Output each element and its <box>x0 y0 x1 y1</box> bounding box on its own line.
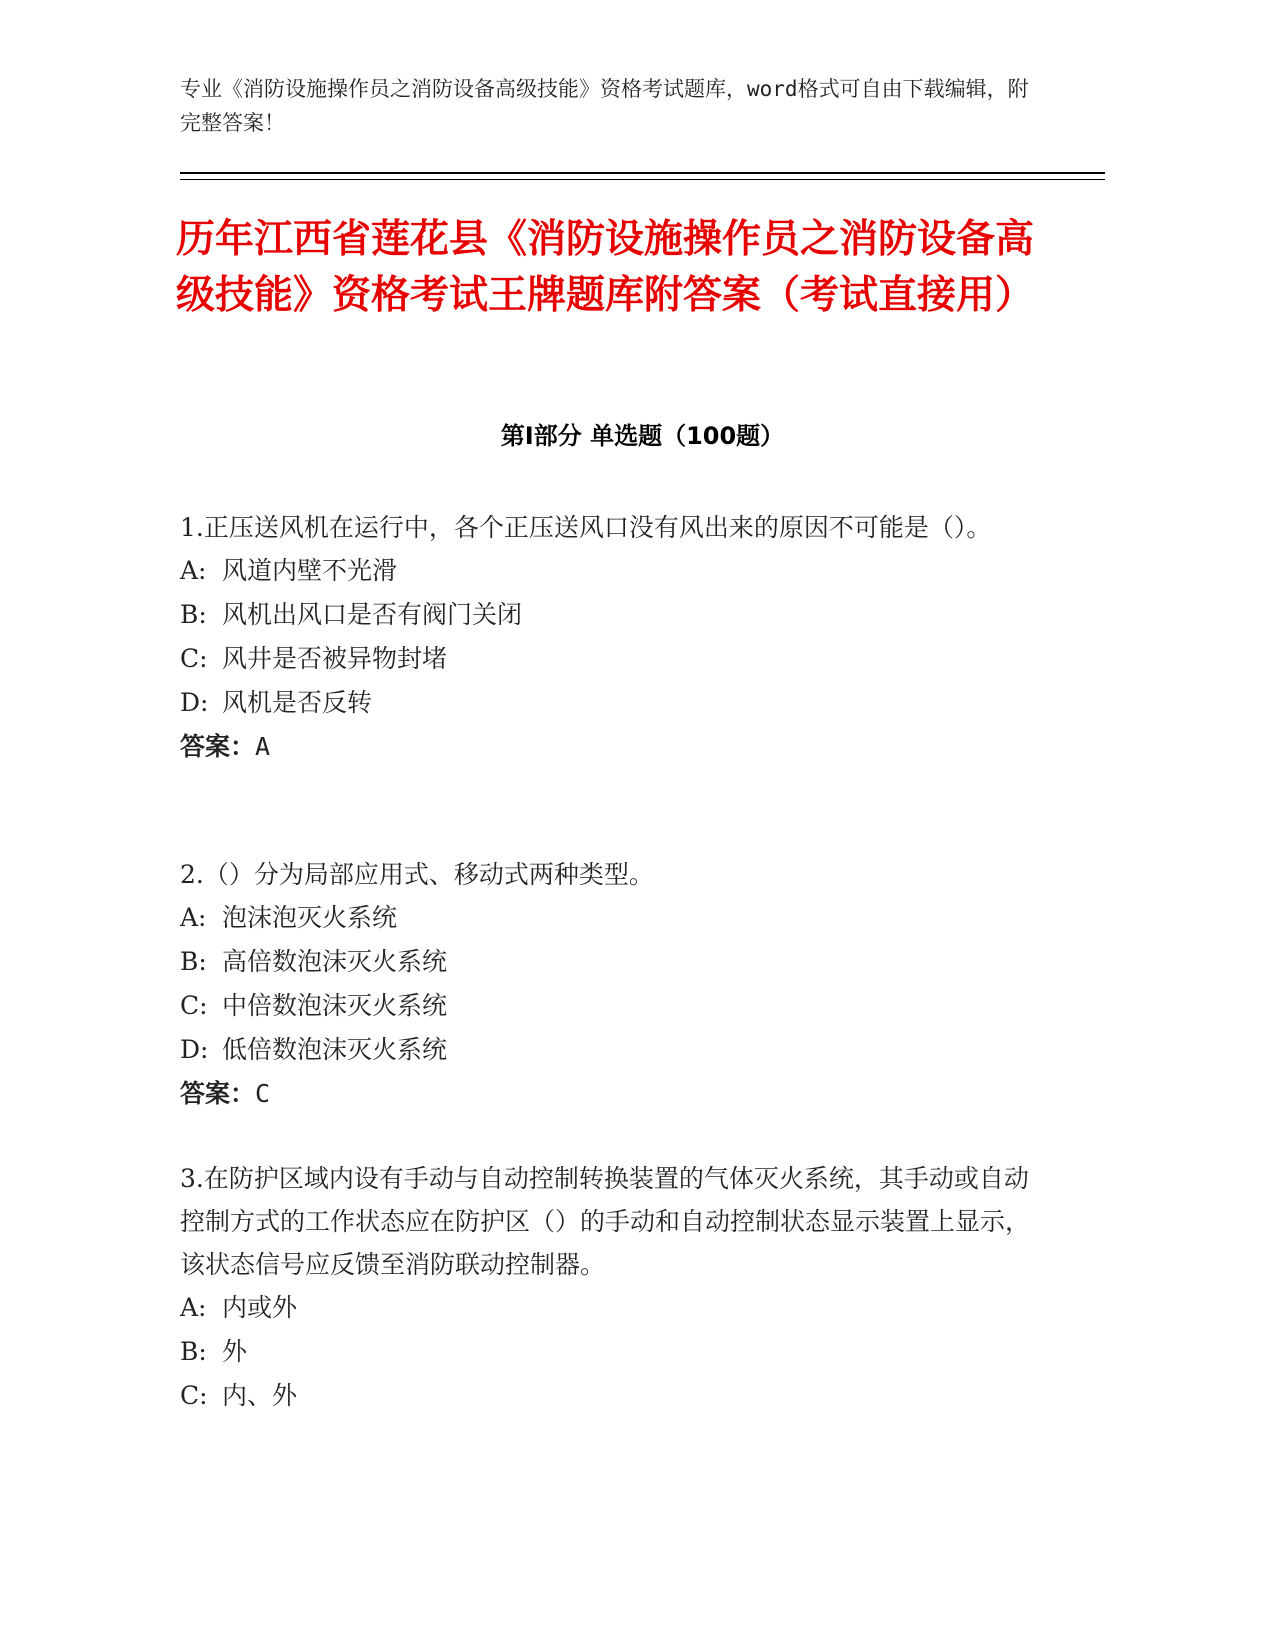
question-2 <box>180 853 1040 1116</box>
section-heading: 第Ⅰ部分 单选题（100题） <box>500 422 785 450</box>
option-text: 风机是否反转 <box>222 688 373 717</box>
option-letter: B: <box>180 1337 207 1366</box>
question-1 <box>180 506 1040 769</box>
option-a <box>180 1286 1040 1330</box>
option-text: 低倍数泡沫灭火系统 <box>222 1035 448 1064</box>
option-c <box>180 637 1040 681</box>
option-text: 内或外 <box>222 1293 298 1322</box>
answer-label: 答案： <box>180 732 256 761</box>
option-letter: A: <box>180 903 207 932</box>
option-letter: A: <box>180 556 207 585</box>
header-divider-thick <box>180 172 1105 174</box>
answer-line <box>180 1072 1040 1116</box>
option-text: 风机出风口是否有阀门关闭 <box>222 600 523 629</box>
option-a <box>180 896 1040 940</box>
header-divider-thin <box>180 179 1105 180</box>
option-text: 风井是否被异物封堵 <box>222 644 448 673</box>
option-d <box>180 681 1040 725</box>
option-a <box>180 549 1040 593</box>
option-c <box>180 1374 1040 1418</box>
question-stem: 3.在防护区域内设有手动与自动控制转换装置的气体灭火系统，其手动或自动控制方式的工作状态应在防护区（）的手动和自动控制状态显示装置上显示，该状态信号应反馈至消防联动控制器。 <box>180 1164 1031 1279</box>
option-b <box>180 940 1040 984</box>
option-b <box>180 1330 1040 1374</box>
answer-value: A <box>255 732 271 761</box>
answer-line <box>180 725 1040 769</box>
option-d <box>180 1028 1040 1072</box>
option-text: 泡沫泡灭火系统 <box>222 903 398 932</box>
option-letter: C: <box>180 1381 208 1410</box>
header-note: 专业《消防设施操作员之消防设备高级技能》资格考试题库，word格式可自由下载编辑，附完整答案！ <box>180 77 1029 135</box>
option-text: 中倍数泡沫灭火系统 <box>222 991 448 1020</box>
answer-label: 答案： <box>180 1079 256 1108</box>
option-letter: A: <box>180 1293 207 1322</box>
option-letter: D: <box>180 688 209 717</box>
option-text: 内、外 <box>222 1381 298 1410</box>
option-letter: C: <box>180 991 208 1020</box>
answer-value: C <box>255 1079 271 1108</box>
question-3 <box>180 1157 1040 1418</box>
document-title: 历年江西省莲花县《消防设施操作员之消防设备高级技能》资格考试王牌题库附答案（考试直接用） <box>175 217 1034 318</box>
option-letter: D: <box>180 1035 209 1064</box>
question-stem: 2.（）分为局部应用式、移动式两种类型。 <box>180 860 654 889</box>
option-letter: B: <box>180 947 207 976</box>
question-stem: 1.正压送风机在运行中，各个正压送风口没有风出来的原因不可能是（）。 <box>180 513 992 542</box>
option-c <box>180 984 1040 1028</box>
option-text: 风道内壁不光滑 <box>222 556 398 585</box>
option-text: 外 <box>222 1337 248 1366</box>
option-text: 高倍数泡沫灭火系统 <box>222 947 448 976</box>
option-b <box>180 593 1040 637</box>
option-letter: B: <box>180 600 207 629</box>
option-letter: C: <box>180 644 208 673</box>
